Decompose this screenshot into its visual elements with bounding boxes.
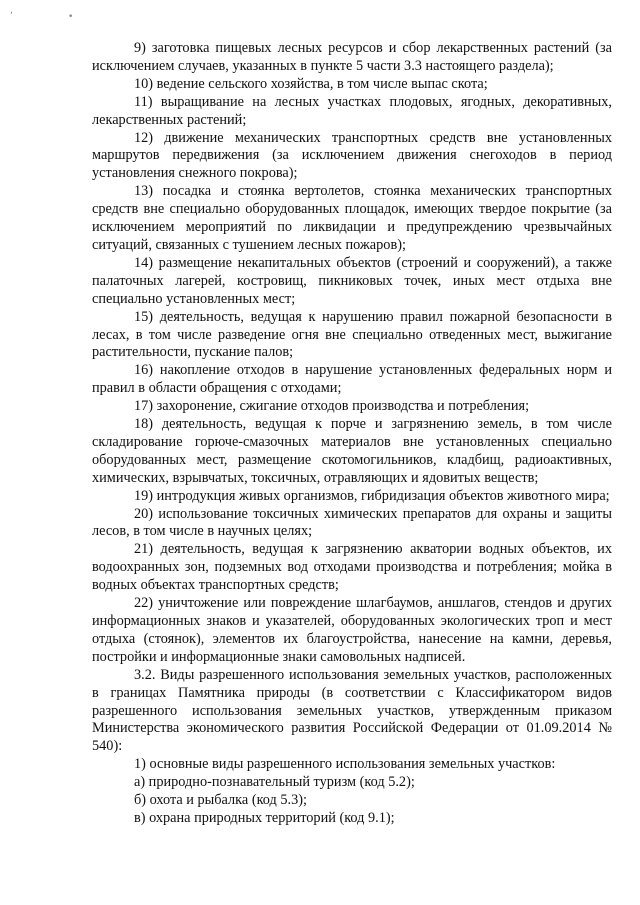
- list-item-a: а) природно-познавательный туризм (код 5.2);: [134, 774, 415, 791]
- paragraph-item-14: 14) размещение некапитальных объектов (строений и сооружений), а также палаточных лагерей, кострoвищ, пикниковых точек, иных мест отдыха вне специально установленных мест;: [92, 254, 612, 307]
- paragraph-item-21: 21) деятельность, ведущая к загрязнению акватории водных объектов, их водоохранных зон, подземных вод отходами производства и потребления; мойка в водных объектах транспортных средств;: [92, 541, 612, 594]
- document-body: [92, 40, 612, 828]
- paragraph-item-13: 13) посадка и стоянка вертолетов, стоянка механических транспортных средств вне специально оборудованных площадок, имеющих твердое покрытие (за исключением мероприятий по ликвидации и предупреждению чрезвычайных ситуаций, связанных с тушением лесных пожаров);: [92, 183, 612, 253]
- list-item-v: в) охрана природных территорий (код 9.1);: [134, 809, 395, 826]
- paragraph-item-22: 22) уничтожение или повреждение шлагбаумов, аншлагов, стендов и других информационных знаков и указателей, оборудованных экологических троп и мест отдыха (стоянок), элементов их благоустройства, нанесение на камни, деревья, постройки и информационные знаки самовольных надписей.: [92, 595, 612, 665]
- section-3-2-paragraph: 3.2. Виды разрешенного использования земельных участков, расположенных в границах Памятника природы (в соответствии с Классификатором видов разрешенного использования земельных участков, утвержденным приказом Министерства экономического развития Российской Федерации от 01.09.2014 № 540):: [92, 666, 612, 755]
- paragraph-item-20: 20) использование токсичных химических препаратов для охраны и защиты лесов, в том числе в научных целях;: [92, 505, 612, 540]
- paragraph-item-9: 9) заготовка пищевых лесных ресурсов и сбор лекарственных растений (за исключением случаев, указанных в пункте 5 части 3.3 настоящего раздела);: [92, 40, 612, 74]
- paragraph-item-10: 10) ведение сельского хозяйства, в том числе выпас скота;: [134, 75, 488, 92]
- paragraph-item-19: 19) интродукция живых организмов, гибридизация объектов животного мира;: [134, 487, 610, 504]
- paragraph-item-17: 17) захоронение, сжигание отходов производства и потребления;: [134, 398, 530, 415]
- paragraph-item-18: 18) деятельность, ведущая к порче и загрязнению земель, в том числе складирование горюче-смазочных материалов вне установленных специально оборудованных мест, размещение скотомогильников, кладбищ, радиоактивных, химических, взрывчатых, токсичных, отравляющих и ядовитых веществ;: [92, 416, 612, 486]
- paragraph-item-11: 11) выращивание на лесных участках плодовых, ягодных, декоративных, лекарственных растений;: [92, 93, 612, 128]
- paragraph-item-12: 12) движение механических транспортных средств вне установленных маршрутов передвижения (за исключением движения снегоходов в период установления снежного покрова);: [92, 129, 612, 182]
- paragraph-item-15: 15) деятельность, ведущая к нарушению правил пожарной безопасности в лесах, в том числе разведение огня вне специально отведенных мест, выжигание растительности, пускание палов;: [92, 308, 612, 361]
- scan-mark: •: [68, 12, 74, 22]
- scan-mark: ,: [10, 6, 13, 16]
- list-item-b: б) охота и рыбалка (код 5.3);: [134, 792, 307, 809]
- list-heading-main-uses: 1) основные виды разрешенного использования земельных участков:: [134, 756, 556, 773]
- paragraph-item-16: 16) накопление отходов в нарушение установленных федеральных норм и правил в области обращения с отходами;: [92, 362, 612, 397]
